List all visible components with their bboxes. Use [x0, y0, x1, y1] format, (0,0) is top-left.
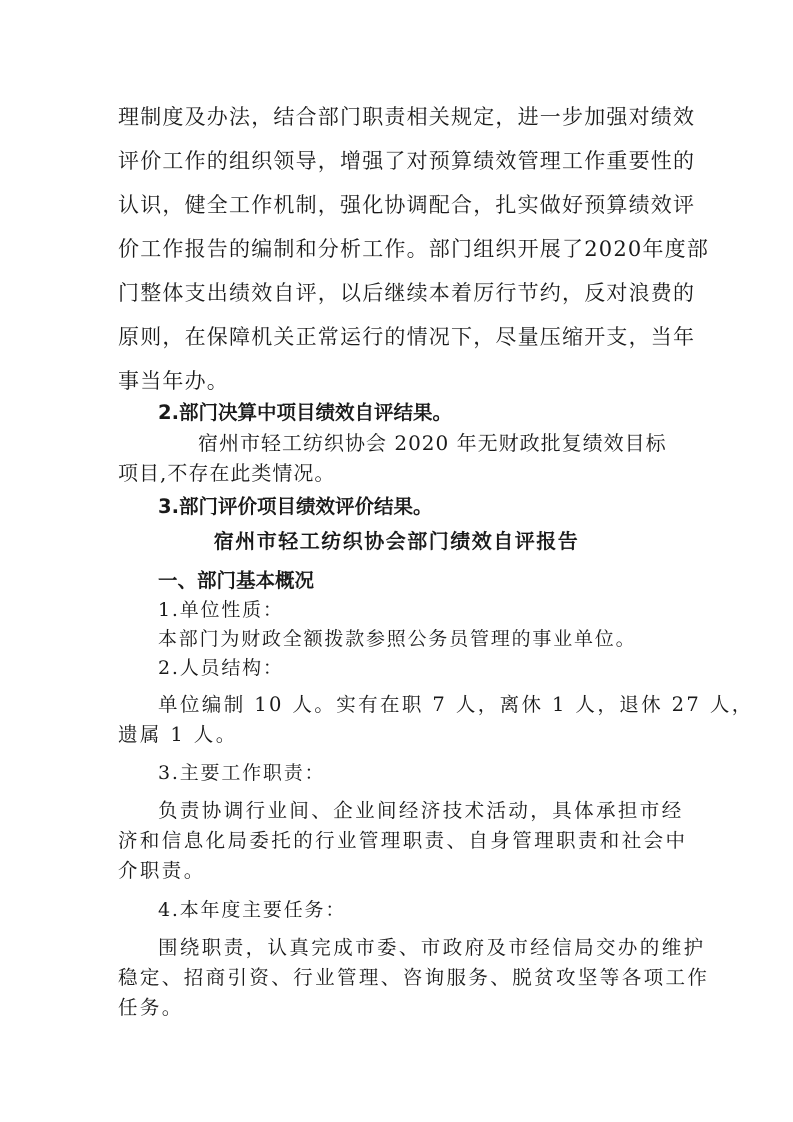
tasks-text-line: 围绕职责，认真完成市委、市政府及市经信局交办的维护: [158, 936, 706, 959]
duties-label: 3.主要工作职责：: [158, 762, 326, 784]
paragraph-line: 认识，健全工作机制，强化协调配合，扎实做好预算绩效评: [118, 193, 696, 217]
paragraph-line: 价工作报告的编制和分析工作。部门组织开展了2020年度部: [118, 237, 710, 261]
report-title: 宿州市轻工纺织协会部门绩效自评报告: [213, 529, 580, 553]
paragraph-line: 原则，在保障机关正常运行的情况下，尽量压缩开支，当年: [118, 325, 696, 349]
staff-text-line: 遗属 1 人。: [118, 723, 238, 746]
section-3-heading: 3.部门评价项目绩效评价结果。: [158, 495, 433, 518]
tasks-text-line: 稳定、招商引资、行业管理、咨询服务、脱贫攻坚等各项工作: [118, 966, 710, 989]
paragraph-line: 门整体支出绩效自评，以后继续本着厉行节约，反对浪费的: [118, 281, 696, 305]
duties-text-line: 济和信息化局委托的行业管理职责、自身管理职责和社会中: [118, 829, 688, 852]
section-2-line: 宿州市轻工纺织协会 2020 年无财政批复绩效目标: [198, 431, 667, 455]
staff-text-line: 单位编制 10 人。实有在职 7 人，离休 1 人，退休 27 人，: [158, 693, 754, 716]
paragraph-line: 事当年办。: [118, 369, 229, 393]
nature-text: 本部门为财政全额拨款参照公务员管理的事业单位。: [158, 628, 637, 650]
section-2-heading: 2.部门决算中项目绩效自评结果。: [158, 401, 452, 424]
tasks-label: 4.本年度主要任务：: [158, 899, 347, 921]
paragraph-line: 理制度及办法，结合部门职责相关规定，进一步加强对绩效: [118, 105, 696, 129]
duties-text-line: 负责协调行业间、企业间经济技术活动，具体承担市经: [158, 799, 684, 822]
part-1-heading: 一、部门基本概况: [158, 569, 315, 592]
section-2-line: 项目,不存在此类情况。: [118, 461, 336, 485]
tasks-text-line: 任务。: [118, 996, 184, 1019]
paragraph-line: 评价工作的组织领导，增强了对预算绩效管理工作重要性的: [118, 149, 696, 173]
nature-label: 1.单位性质：: [158, 599, 284, 621]
duties-text-line: 介职责。: [118, 859, 206, 882]
staff-label: 2.人员结构：: [158, 657, 284, 679]
